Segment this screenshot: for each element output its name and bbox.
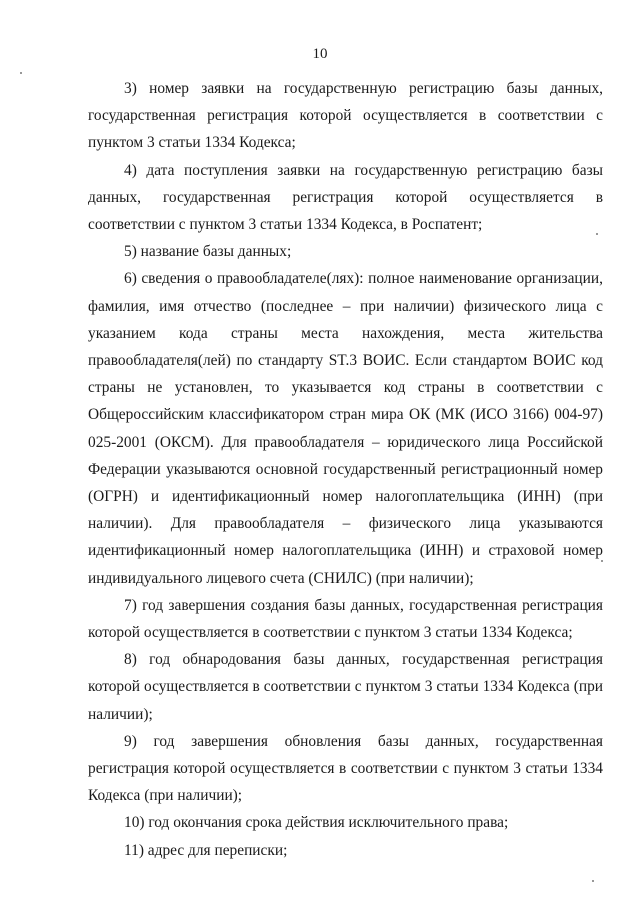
list-item-10: 10) год окончания срока действия исключительного права; xyxy=(124,814,509,832)
document-body xyxy=(88,75,603,864)
scan-speck xyxy=(601,560,603,562)
list-item-11: 11) адрес для переписки; xyxy=(124,841,288,859)
scan-speck xyxy=(592,880,594,882)
list-item-8: 8) год обнародования базы данных, государственная регистрация которой осуществляется в соответствии с пунктом 3 статьи 1334 Кодекса (при наличии); xyxy=(88,651,603,723)
list-item-7: 7) год завершения создания базы данных, государственная регистрация которой осуществляется в соответствии с пунктом 3 статьи 1334 Кодекса; xyxy=(88,596,603,642)
list-item-4: 4) дата поступления заявки на государственную регистрацию базы данных, государственная регистрация которой осуществляется в соответствии с пунктом 3 статьи 1334 Кодекса, в Роспатент; xyxy=(88,161,603,234)
list-item-5: 5) название базы данных; xyxy=(124,243,292,261)
scan-speck xyxy=(596,233,598,235)
list-item-3: 3) номер заявки на государственную регистрацию базы данных, государственная регистрация которой осуществляется в соответствии с пунктом 3 статьи 1334 Кодекса; xyxy=(88,80,603,152)
list-item-9: 9) год завершения обновления базы данных, государственная регистрация которой осуществляется в соответствии с пунктом 3 статьи 1334 Кодекса (при наличии); xyxy=(88,732,603,805)
scan-speck xyxy=(20,72,22,74)
page-number: 10 xyxy=(312,46,328,62)
list-item-6: 6) сведения о правообладателе(лях): полное наименование организации, фамилия, имя отчество (последнее – при наличии) физического лица с указанием кода страны места нахождения, места жительства правообладателя(лей) по стандарту ST.3 ВОИС. Если стандартом ВОИС код страны не установлен, то указывается код страны в соответствии с Общероссийским классификатором стран мира ОК (МК (ИСО 3166) 004-97) 025-2001 (ОКСМ). Для правообладателя – юридического лица Российской Федерации указываются основной государственный регистрационный номер (ОГРН) и идентификационный номер налогоплательщика (ИНН) (при наличии). Для правообладателя – физического лица указываются идентификационный номер налогоплательщика (ИНН) и страховой номер индивидуального лицевого счета (СНИЛС) (при наличии); xyxy=(88,270,603,587)
